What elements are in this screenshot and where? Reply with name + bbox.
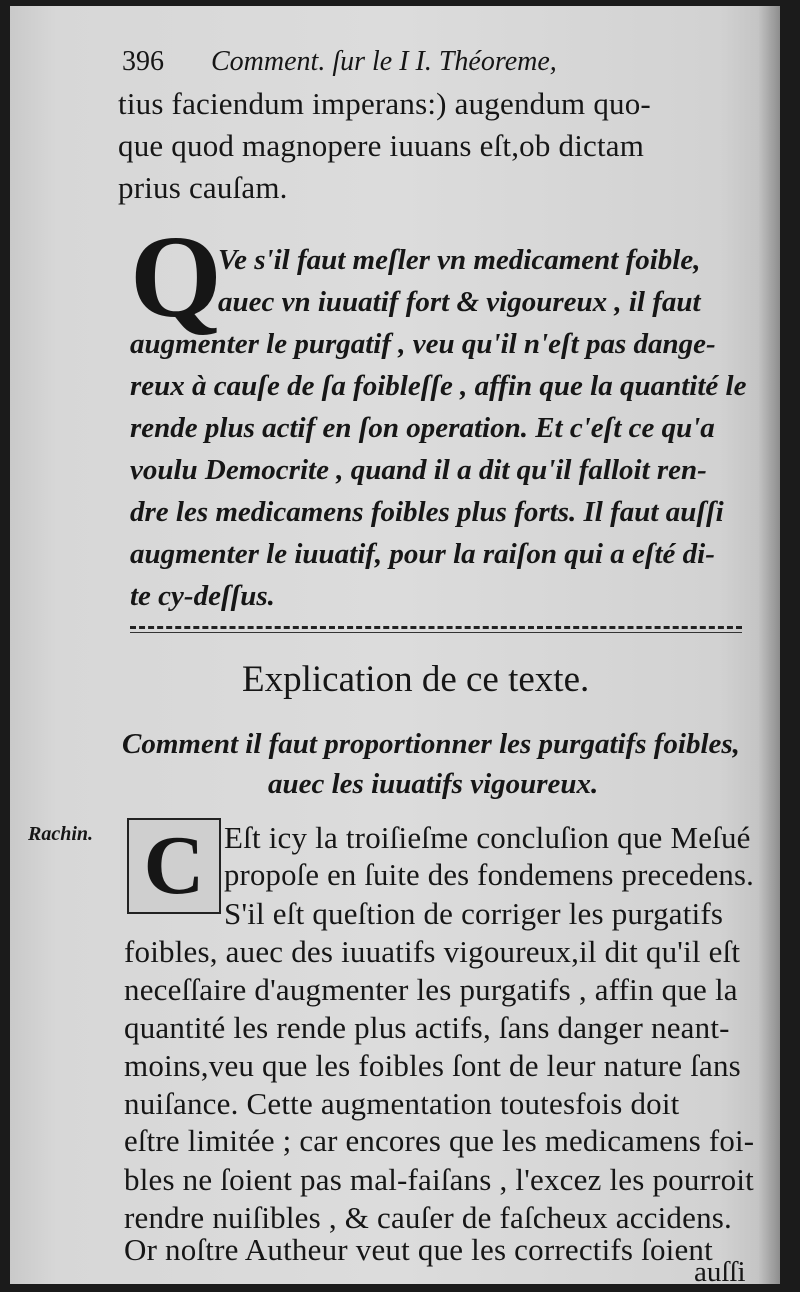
page-edge-shadow (758, 6, 780, 1284)
french-line-8: augmenter le iuuatif, pour la raiſon qui a eſté di- (130, 538, 715, 570)
commentary-line-1: Eſt icy la troiſieſme concluſion que Meſué (224, 820, 751, 855)
ornate-initial-letter: C (143, 819, 205, 912)
commentary-line-9: eſtre limitée ; car encores que les medicamens foi- (124, 1124, 755, 1158)
latin-line-2: que quod magnopere iuuans eſt,ob dictam (118, 128, 645, 163)
french-line-7: dre les medicamens foibles plus forts. Il faut auſſi (130, 496, 724, 528)
commentary-line-6: quantité les rende plus actifs, ſans danger neant- (124, 1010, 730, 1045)
section-subtitle-line-2: auec les iuuatifs vigoureux. (268, 768, 599, 800)
margin-note: Rachin. (28, 823, 94, 845)
book-page (10, 6, 780, 1284)
commentary-line-7: moins,veu que les foibles ſont de leur nature ſans (124, 1048, 741, 1083)
section-subtitle-line-1: Comment il faut proportionner les purgatifs foibles, (122, 728, 740, 760)
french-line-4: reux à cauſe de ſa foibleſſe , affin que la quantité le (130, 370, 747, 402)
french-line-1: Ve s'il faut meſler vn medicament foible, (218, 244, 701, 276)
running-header (122, 46, 557, 78)
catchword: auſſi (694, 1256, 746, 1284)
commentary-line-10: bles ne ſoient pas mal-faiſans , l'excez les pourroit (124, 1162, 754, 1197)
french-line-5: rende plus actif en ſon operation. Et c'eſt ce qu'a (130, 412, 715, 444)
section-title: Explication de ce texte. (242, 659, 590, 700)
french-line-9: te cy-deſſus. (130, 580, 275, 612)
drop-cap-q: Q (130, 211, 222, 342)
commentary-line-5: neceſſaire d'augmenter les purgatifs , affin que la (124, 972, 738, 1007)
ornate-initial-c (127, 818, 221, 914)
french-line-6: voulu Democrite , quand il a dit qu'il falloit ren- (130, 454, 707, 486)
commentary-line-2: propoſe en ſuite des fondemens precedens. (224, 858, 754, 892)
running-title: Comment. ſur le I I. Théoreme, (211, 46, 557, 77)
commentary-line-11: rendre nuiſibles , & cauſer de faſcheux accidens. (124, 1200, 733, 1235)
commentary-line-12: Or noſtre Autheur veut que les correctifs ſoient (124, 1232, 713, 1267)
page-number: 396 (122, 46, 164, 77)
commentary-line-3: S'il eſt queſtion de corriger les purgatifs (224, 896, 724, 931)
french-line-2: auec vn iuuatif fort & vigoureux , il faut (218, 286, 701, 318)
latin-line-3: prius cauſam. (118, 170, 288, 205)
section-divider-underline (130, 632, 742, 633)
latin-line-1: tius faciendum imperans:) augendum quo- (118, 86, 651, 121)
section-divider (130, 626, 742, 629)
french-line-3: augmenter le purgatif , veu qu'il n'eſt pas dange- (130, 328, 716, 360)
commentary-line-4: foibles, auec des iuuatifs vigoureux,il dit qu'il eſt (124, 934, 741, 969)
commentary-line-8: nuiſance. Cette augmentation toutesfois doit (124, 1086, 680, 1121)
